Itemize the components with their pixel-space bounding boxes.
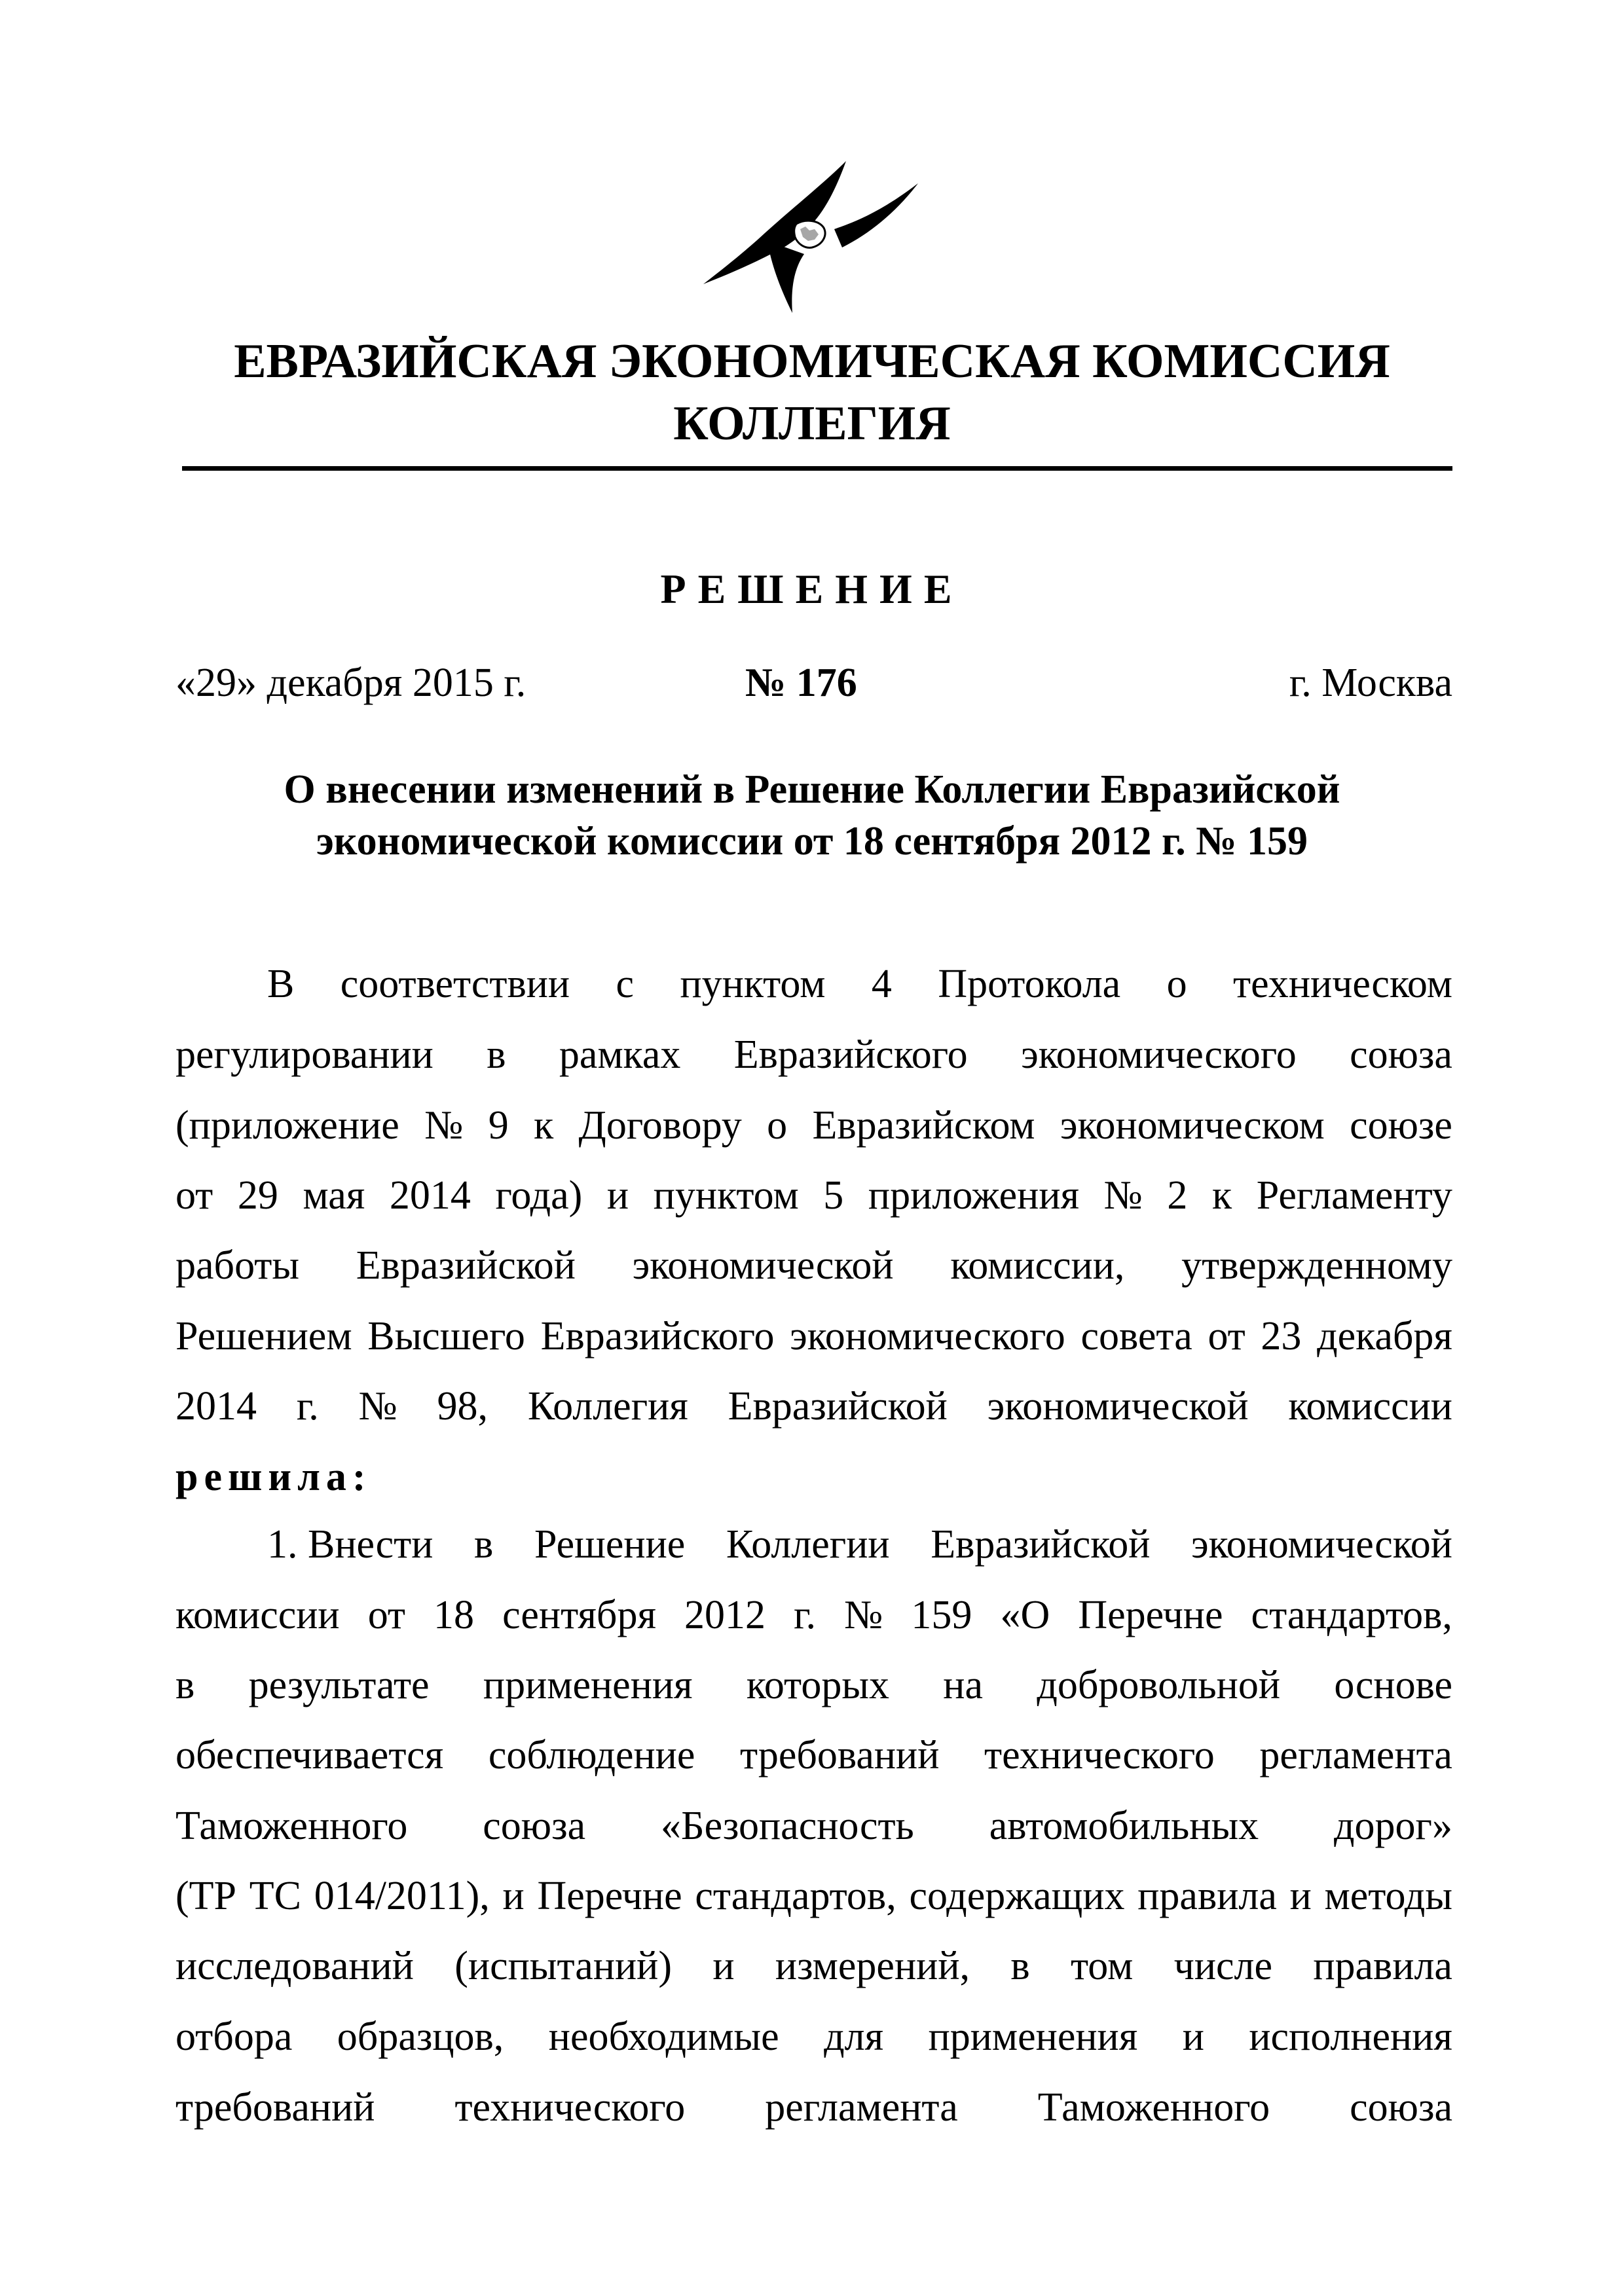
document-type: РЕШЕНИЕ bbox=[660, 566, 964, 612]
word: Перечне bbox=[537, 1874, 682, 1918]
word: 159 bbox=[911, 1593, 972, 1637]
word: дорог» bbox=[1334, 1804, 1452, 1848]
document-meta bbox=[175, 663, 1452, 708]
word: Евразийского bbox=[733, 1032, 968, 1077]
word: от bbox=[367, 1593, 405, 1637]
word: совета bbox=[1080, 1314, 1192, 1358]
header-divider bbox=[182, 466, 1452, 471]
word: 98, bbox=[437, 1384, 489, 1429]
word: требований bbox=[175, 2085, 375, 2130]
word: 18 bbox=[434, 1593, 475, 1637]
word: регламента bbox=[1259, 1733, 1452, 1777]
word: числе bbox=[1173, 1944, 1272, 1988]
word: декабря bbox=[1317, 1314, 1452, 1358]
word: 9 bbox=[488, 1103, 509, 1148]
word: о bbox=[1166, 962, 1187, 1006]
word: для bbox=[824, 2014, 884, 2059]
word: отбора bbox=[175, 2014, 293, 2059]
word: № bbox=[1103, 1173, 1143, 1218]
word: Евразийской bbox=[931, 1522, 1151, 1567]
word: применения bbox=[928, 2014, 1138, 2059]
word: технического bbox=[454, 2085, 686, 2130]
word: Коллегии bbox=[726, 1522, 890, 1567]
word: в bbox=[175, 1663, 195, 1707]
word: Перечне bbox=[1078, 1593, 1223, 1637]
word: стандартов, bbox=[1251, 1593, 1452, 1637]
word: экономического bbox=[790, 1314, 1065, 1358]
item1-line bbox=[175, 1595, 1452, 1635]
word: которых bbox=[746, 1663, 889, 1707]
word: соответствии bbox=[340, 962, 570, 1006]
word: том bbox=[1070, 1944, 1134, 1988]
word: добровольной bbox=[1037, 1663, 1281, 1707]
word: исследований bbox=[175, 1944, 414, 1988]
item1-line bbox=[175, 1665, 1452, 1705]
item1-line bbox=[175, 1946, 1452, 1986]
word: автомобильных bbox=[989, 1804, 1259, 1848]
word: от bbox=[1208, 1314, 1246, 1358]
word: Решение bbox=[534, 1522, 686, 1567]
collegium-title: КОЛЛЕГИЯ bbox=[673, 397, 951, 450]
word: № bbox=[358, 1384, 397, 1429]
word: правила bbox=[1313, 1944, 1452, 1988]
word: «Безопасность bbox=[661, 1804, 914, 1848]
word: утвержденному bbox=[1181, 1243, 1452, 1288]
word: мая bbox=[303, 1173, 365, 1218]
word: методы bbox=[1324, 1874, 1452, 1918]
word: в bbox=[474, 1522, 494, 1567]
item1-line bbox=[175, 1806, 1452, 1846]
word: 23 bbox=[1261, 1314, 1302, 1358]
word: применения bbox=[483, 1663, 693, 1707]
word: «О bbox=[1000, 1593, 1050, 1637]
preamble-line bbox=[267, 964, 1452, 1004]
word: регулировании bbox=[175, 1032, 434, 1077]
word: содержащих bbox=[909, 1874, 1125, 1918]
word: и bbox=[502, 1874, 525, 1918]
word: к bbox=[1212, 1173, 1232, 1218]
word: 4 bbox=[871, 962, 892, 1006]
word: 2014 bbox=[175, 1384, 257, 1429]
word: в bbox=[1010, 1944, 1030, 1988]
word: о bbox=[767, 1103, 788, 1148]
word: регламента bbox=[765, 2085, 958, 2130]
word: правила bbox=[1137, 1874, 1277, 1918]
word: комиссии bbox=[175, 1593, 340, 1637]
word: с bbox=[616, 962, 635, 1006]
word: образцов, bbox=[337, 2014, 504, 2059]
subject-line-1: О внесении изменений в Решение Коллегии Евразийской bbox=[284, 767, 1340, 812]
preamble-line bbox=[175, 1386, 1452, 1427]
word: 2 bbox=[1167, 1173, 1188, 1218]
word: В bbox=[267, 962, 295, 1006]
word: и bbox=[606, 1173, 629, 1218]
item1-line bbox=[175, 1735, 1452, 1776]
document-number: № 176 bbox=[745, 661, 857, 705]
decided-word: решила: bbox=[175, 1455, 372, 1499]
word: сентября bbox=[502, 1593, 656, 1637]
word: экономического bbox=[1021, 1032, 1297, 1077]
word: экономическом bbox=[1060, 1103, 1325, 1148]
word: пунктом bbox=[680, 962, 826, 1006]
preamble-line bbox=[175, 1105, 1452, 1146]
word: 5 bbox=[823, 1173, 844, 1218]
word: в bbox=[487, 1032, 506, 1077]
word: г. bbox=[794, 1593, 817, 1637]
word: Решением bbox=[175, 1314, 352, 1358]
word: результате bbox=[248, 1663, 430, 1707]
item1-line bbox=[267, 1524, 1452, 1565]
word: Регламенту bbox=[1256, 1173, 1452, 1218]
word: 014/2011), bbox=[314, 1874, 490, 1918]
word: к bbox=[534, 1103, 554, 1148]
word: на bbox=[943, 1663, 983, 1707]
word: года) bbox=[495, 1173, 583, 1218]
word: комиссии bbox=[1288, 1384, 1452, 1429]
word: (приложение bbox=[175, 1103, 399, 1148]
item1-line bbox=[175, 1876, 1452, 1916]
item1-line bbox=[175, 2016, 1452, 2057]
eec-emblem-icon bbox=[694, 156, 943, 319]
word: Евразийской bbox=[728, 1384, 948, 1429]
word: союза bbox=[1350, 2085, 1452, 2130]
word: экономической bbox=[987, 1384, 1249, 1429]
word: г. bbox=[296, 1384, 319, 1429]
word: союза bbox=[1350, 1032, 1452, 1077]
word: и bbox=[712, 1944, 735, 1988]
word: комиссии, bbox=[950, 1243, 1125, 1288]
word: соблюдение bbox=[488, 1733, 695, 1777]
word: Таможенного bbox=[1037, 2085, 1270, 2130]
word: Высшего bbox=[367, 1314, 525, 1358]
word: необходимые bbox=[548, 2014, 779, 2059]
word: союзе bbox=[1350, 1103, 1452, 1148]
word: союза bbox=[483, 1804, 586, 1848]
preamble-line bbox=[175, 1316, 1452, 1357]
word: работы bbox=[175, 1243, 299, 1288]
preamble-line bbox=[175, 1034, 1452, 1075]
word: исполнения bbox=[1249, 2014, 1452, 2059]
item1-line bbox=[175, 2087, 1452, 2128]
word: обеспечивается bbox=[175, 1733, 444, 1777]
preamble-line bbox=[175, 1245, 1452, 1286]
word: и bbox=[1289, 1874, 1312, 1918]
document-date: «29» декабря 2015 г. bbox=[175, 661, 526, 705]
word: (испытаний) bbox=[454, 1944, 673, 1988]
word: основе bbox=[1334, 1663, 1452, 1707]
word: Договору bbox=[578, 1103, 742, 1148]
word: экономической bbox=[632, 1243, 894, 1288]
word: 29 bbox=[237, 1173, 278, 1218]
word: приложения bbox=[868, 1173, 1080, 1218]
word: (ТР bbox=[175, 1874, 236, 1918]
word: экономической bbox=[1191, 1522, 1452, 1567]
word: 2014 bbox=[389, 1173, 471, 1218]
word: требований bbox=[739, 1733, 940, 1777]
word: стандартов, bbox=[695, 1874, 896, 1918]
word: технического bbox=[984, 1733, 1215, 1777]
word: № bbox=[844, 1593, 883, 1637]
word: Евразийской bbox=[356, 1243, 576, 1288]
word: измерений, bbox=[775, 1944, 970, 1988]
organization-name: ЕВРАЗИЙСКАЯ ЭКОНОМИЧЕСКАЯ КОМИССИЯ bbox=[234, 335, 1390, 388]
word: ТС bbox=[249, 1874, 301, 1918]
word: Коллегия bbox=[527, 1384, 688, 1429]
word: пунктом bbox=[653, 1173, 799, 1218]
subject-line-2: экономической комиссии от 18 сентября 2012 г. № 159 bbox=[316, 819, 1308, 864]
word: и bbox=[1182, 2014, 1204, 2059]
word: № bbox=[424, 1103, 464, 1148]
word: Евразийском bbox=[812, 1103, 1035, 1148]
word: от bbox=[175, 1173, 213, 1218]
word: рамках bbox=[559, 1032, 681, 1077]
word: техническом bbox=[1233, 962, 1452, 1006]
word: 1. Внести bbox=[267, 1522, 434, 1567]
word: Евразийского bbox=[540, 1314, 775, 1358]
word: 2012 bbox=[684, 1593, 766, 1637]
word: Протокола bbox=[938, 962, 1121, 1006]
document-city: г. Москва bbox=[1289, 661, 1452, 705]
word: Таможенного bbox=[175, 1804, 408, 1848]
preamble-line bbox=[175, 1175, 1452, 1216]
